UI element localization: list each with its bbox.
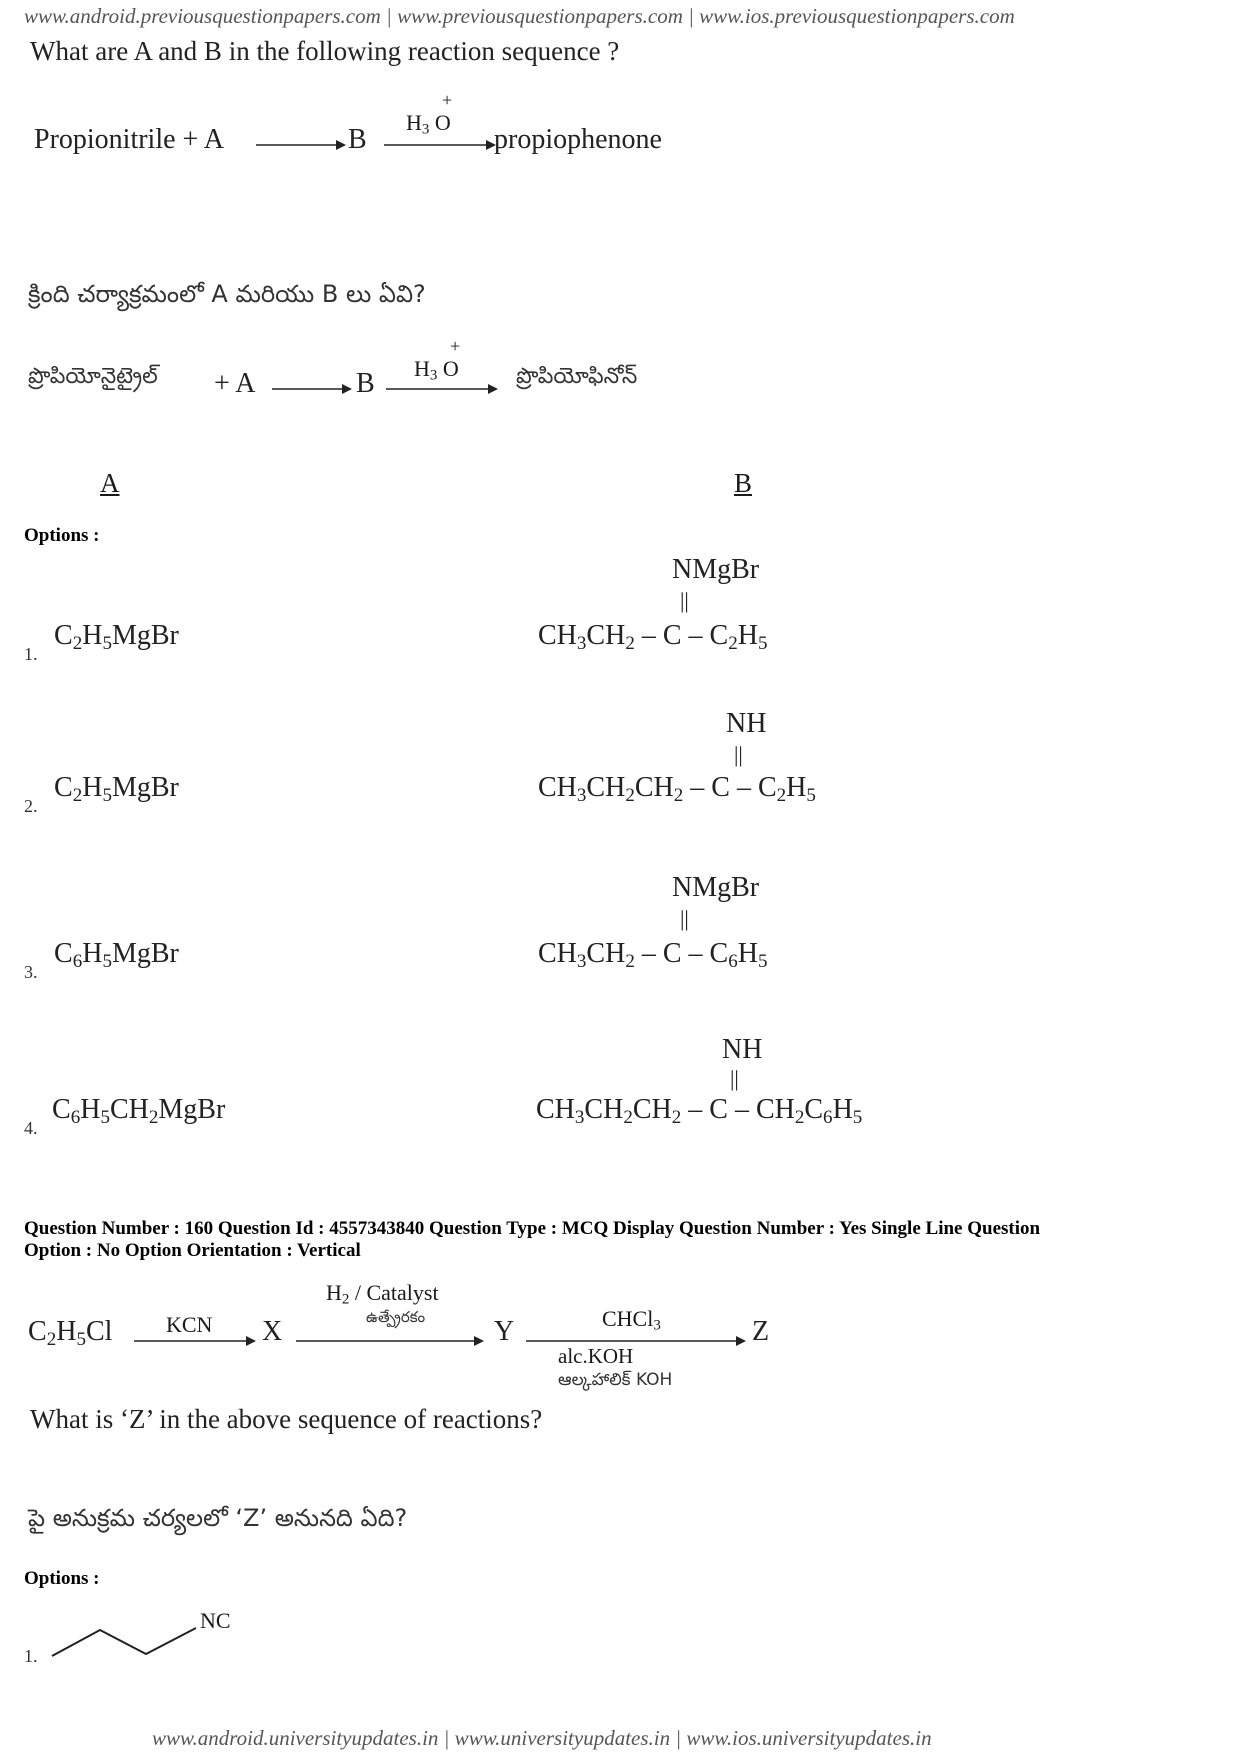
reaction-reagent: $H_3$ O — [406, 110, 451, 138]
option-b-top: NH — [726, 708, 767, 739]
option-number: 1. — [24, 1646, 38, 1666]
option-b-top: NMgBr — [672, 872, 760, 903]
option-b-double-bond: || — [680, 588, 689, 613]
option-a-formula: $C_6H_5MgBr$ — [54, 938, 179, 972]
reaction-te-product: ప్రొపియోఫినోన్ — [516, 364, 638, 389]
option-number: 4. — [24, 1118, 38, 1138]
option-a-formula: $C_2H_5MgBr$ — [54, 620, 179, 654]
q160-arrows — [134, 1326, 774, 1356]
reaction-te-plus-a: + A — [214, 368, 256, 399]
q160-meta-line1: Question Number : 160 Question Id : 4557343840 Question Type : MCQ Display Question Number : Yes Single Line Question — [24, 1218, 1041, 1239]
reaction-product: propiophenone — [494, 124, 662, 155]
q160-reagent3-top: CHCl$_3$ — [602, 1306, 661, 1334]
q160-reagent1: KCN — [166, 1312, 213, 1337]
column-a-header: A — [100, 468, 120, 498]
q159-question-te: క్రింది చర్యాక్రమంలో A మరియు B లు ఏవి? — [28, 280, 426, 308]
q160-question-en: What is ‘Z’ in the above sequence of reactions? — [30, 1404, 543, 1434]
option-b-top: NH — [722, 1034, 763, 1065]
reaction-reactant: Propionitrile + A — [34, 124, 225, 155]
option-b-formula: $CH_3CH_2CH_2$ – C – $CH_2C_6H_5$ — [536, 1094, 863, 1128]
option-number: 3. — [24, 962, 38, 982]
q160-z: Z — [752, 1316, 770, 1347]
skeletal-structure — [50, 1620, 210, 1670]
reaction-te-arrows — [272, 374, 512, 404]
option-b-formula: $CH_3CH_2$ – C – $C_2H_5$ — [538, 620, 768, 654]
q160-y: Y — [494, 1316, 515, 1347]
option-label: NC — [200, 1608, 231, 1633]
option-number: 1. — [24, 644, 38, 664]
option-a-formula: $C_6H_5CH_2MgBr$ — [52, 1094, 226, 1128]
reaction-te-reagent: $H_3$ O — [414, 356, 459, 384]
option-b-formula: $CH_3CH_2CH_2$ – C – $C_2H_5$ — [538, 772, 816, 806]
q160-question-te: పై అనుక్రమ చర్యలలో ‘Z’ అనునది ఏది? — [28, 1504, 408, 1532]
option-b-formula: $CH_3CH_2$ – C – $C_6H_5$ — [538, 938, 768, 972]
reaction-te-intermediate: B — [356, 368, 375, 399]
footer-watermark: www.android.universityupdates.in | www.universityupdates.in | www.ios.universityupdates.in — [152, 1726, 932, 1750]
option-b-top: NMgBr — [672, 554, 760, 585]
q160-x: X — [262, 1316, 283, 1347]
column-b-header: B — [734, 468, 753, 498]
q159-question-en: What are A and B in the following reaction sequence ? — [30, 36, 620, 66]
q159-options-label: Options : — [24, 525, 100, 546]
option-b-double-bond: || — [734, 742, 743, 767]
option-b-double-bond: || — [730, 1066, 739, 1091]
q160-start: $C_2H_5Cl$ — [28, 1316, 113, 1350]
q160-meta-line2: Option : No Option Orientation : Vertical — [24, 1240, 361, 1261]
q160-reagent2-te: ఉత్ప్రేరకం — [366, 1308, 426, 1326]
q160-options-label: Options : — [24, 1568, 100, 1589]
q160-reagent3-te: ఆల్కహాలిక్ KOH — [558, 1370, 673, 1390]
reaction-intermediate: B — [348, 124, 367, 155]
q160-reagent2: $H_2$ / Catalyst — [326, 1280, 439, 1308]
q160-reagent3-bottom: alc.KOH — [558, 1344, 634, 1368]
reaction-te-charge: + — [450, 336, 461, 356]
option-a-formula: $C_2H_5MgBr$ — [54, 772, 179, 806]
option-number: 2. — [24, 796, 38, 816]
reaction-te-reactant: ప్రొపియోనైట్రైల్ — [28, 364, 158, 389]
header-watermark: www.android.previousquestionpapers.com | www.previousquestionpapers.com | www.ios.previousquestionpapers.com — [24, 4, 1015, 28]
option-b-double-bond: || — [680, 906, 689, 931]
reaction-charge: + — [442, 90, 453, 110]
